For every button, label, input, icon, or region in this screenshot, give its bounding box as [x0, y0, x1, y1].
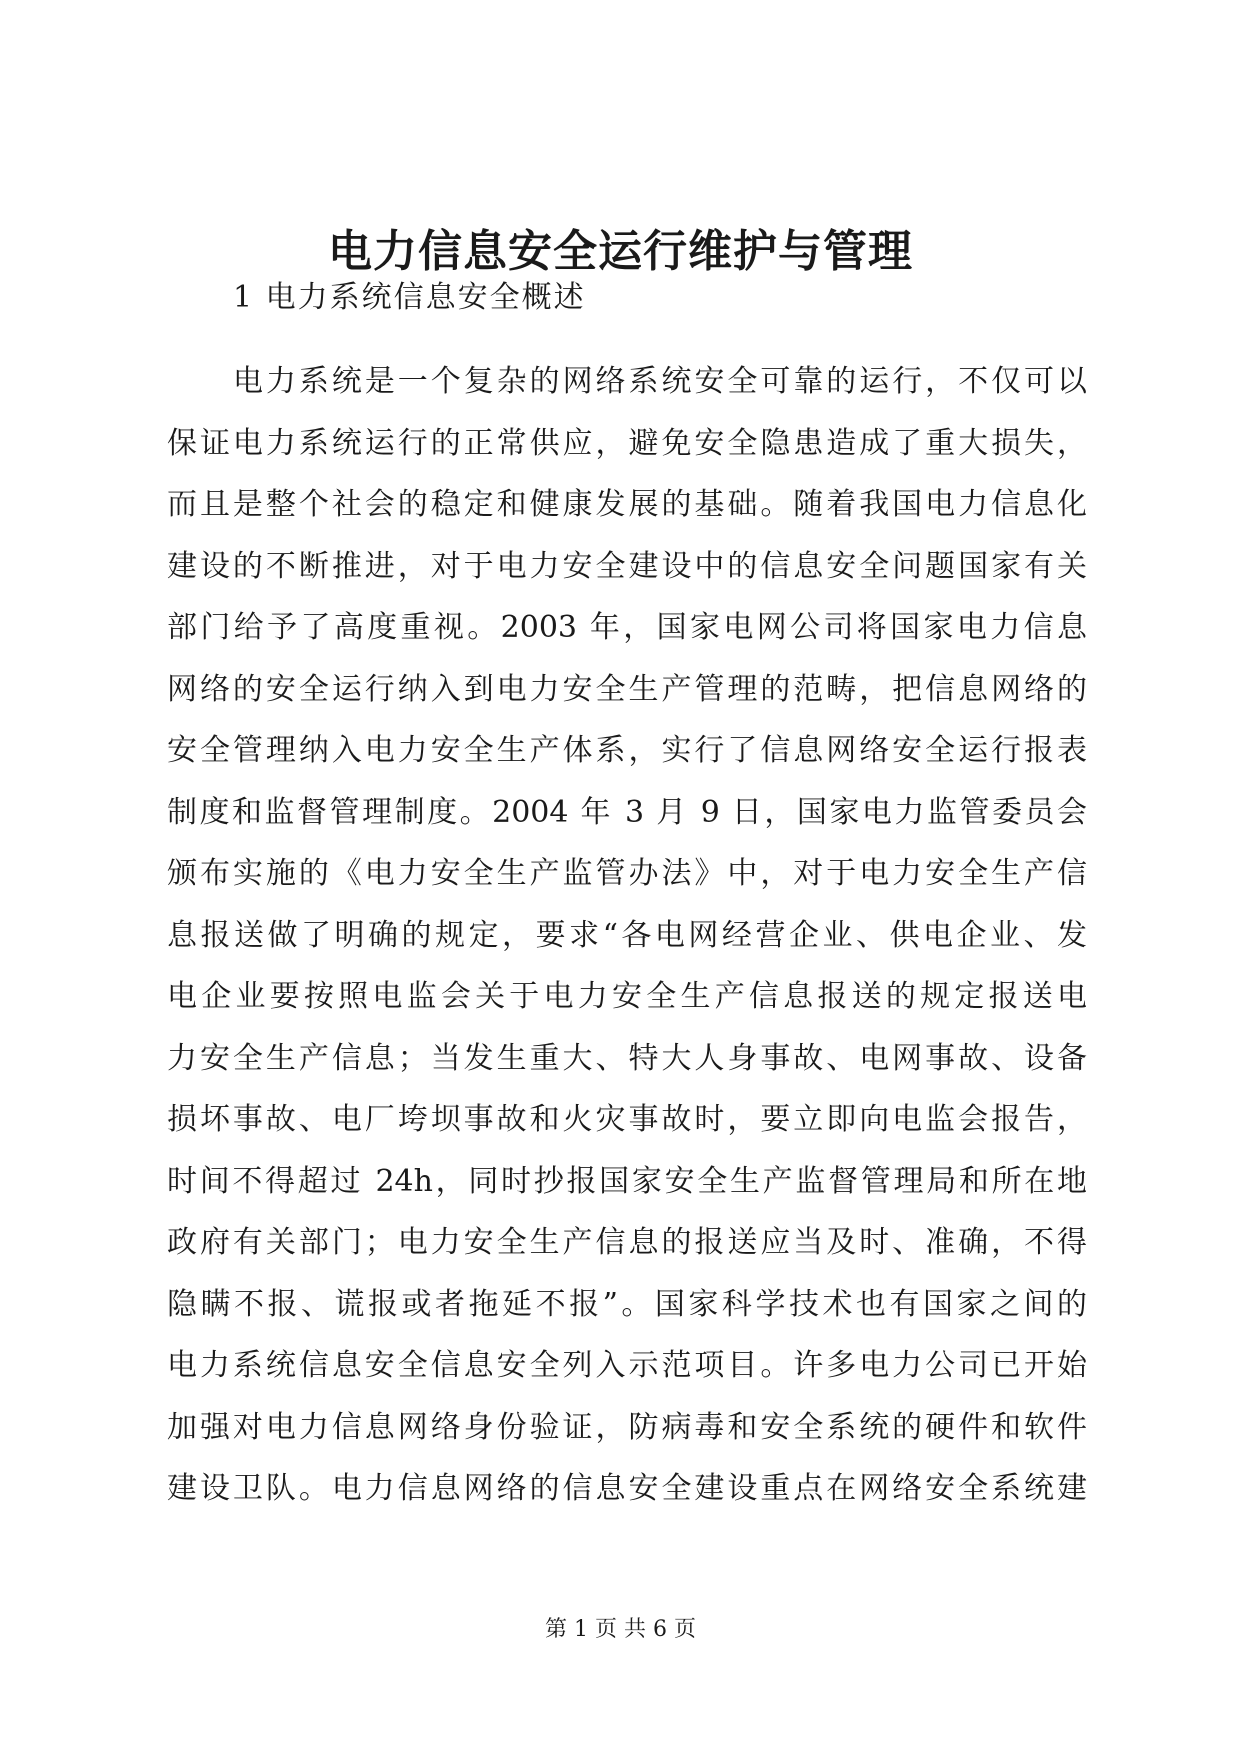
body-line: 时间不得超过 24h，同时抄报国家安全生产监督管理局和所在地: [167, 1163, 1087, 1199]
body-line: 损坏事故、电厂垮坝事故和火灾事故时，要立即向电监会报告，: [167, 1102, 1087, 1137]
body-line: 而且是整个社会的稳定和健康发展的基础。随着我国电力信息化: [167, 487, 1087, 522]
body-line: 部门给予了高度重视。2003 年，国家电网公司将国家电力信息: [167, 610, 1087, 645]
body-paragraph: [167, 351, 1087, 1520]
page-number-footer: 第 1 页 共 6 页: [545, 1617, 696, 1642]
body-line: 网络的安全运行纳入到电力安全生产管理的范畴，把信息网络的: [167, 671, 1087, 707]
body-line: 颁布实施的《电力安全生产监管办法》中，对于电力安全生产信: [167, 856, 1087, 891]
body-line: 电力系统是一个复杂的网络系统安全可靠的运行，不仅可以: [233, 364, 1087, 399]
body-line: 加强对电力信息网络身份验证，防病毒和安全系统的硬件和软件: [167, 1409, 1087, 1445]
body-line: 息报送做了明确的规定，要求“各电网经营企业、供电企业、发: [167, 917, 1087, 953]
body-line: 力安全生产信息；当发生重大、特大人身事故、电网事故、设备: [167, 1040, 1087, 1076]
body-line: 建设的不断推进，对于电力安全建设中的信息安全问题国家有关: [167, 548, 1087, 584]
body-line: 建设卫队。电力信息网络的信息安全建设重点在网络安全系统建: [167, 1471, 1087, 1506]
body-line: 电企业要按照电监会关于电力安全生产信息报送的规定报送电: [167, 979, 1087, 1014]
body-line: 政府有关部门；电力安全生产信息的报送应当及时、准确，不得: [167, 1225, 1087, 1260]
document-title: 电力信息安全运行维护与管理: [328, 226, 913, 277]
body-line: 制度和监督管理制度。2004 年 3 月 9 日，国家电力监管委员会: [167, 794, 1087, 830]
body-line: 电力系统信息安全信息安全列入示范项目。许多电力公司已开始: [167, 1348, 1087, 1383]
body-line: 隐瞒不报、谎报或者拖延不报”。国家科学技术也有国家之间的: [167, 1286, 1087, 1322]
body-line: 保证电力系统运行的正常供应，避免安全隐患造成了重大损失，: [167, 425, 1087, 461]
section-heading: 1 电力系统信息安全概述: [233, 280, 586, 315]
body-line: 安全管理纳入电力安全生产体系，实行了信息网络安全运行报表: [167, 733, 1087, 768]
